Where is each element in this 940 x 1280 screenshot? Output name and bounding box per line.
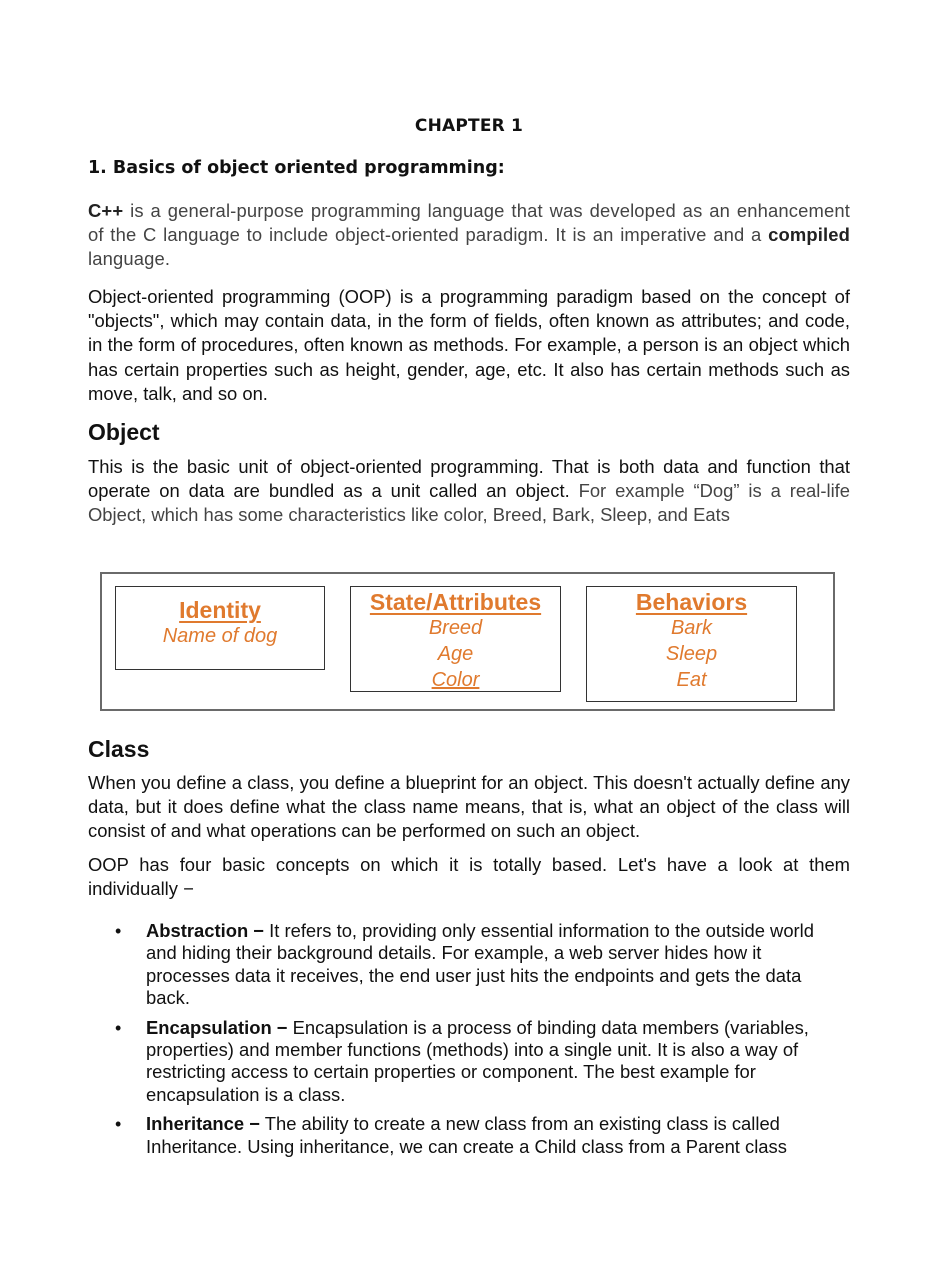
bullet-term: Inheritance −	[146, 1113, 260, 1135]
object-heading: Object	[88, 419, 160, 445]
identity-line: Name of dog	[162, 625, 278, 647]
bullet-icon: •	[115, 921, 122, 941]
behaviors-line: Eat	[676, 669, 707, 691]
list-item	[88, 1017, 846, 1106]
bullet-term: Encapsulation −	[146, 1016, 288, 1038]
behaviors-line: Sleep	[665, 643, 718, 665]
list-item	[88, 920, 846, 1009]
object-diagram	[100, 572, 835, 711]
intro-text-2: language.	[88, 248, 171, 270]
identity-title: Identity	[179, 597, 261, 623]
object-paragraph	[88, 455, 850, 528]
concepts-list	[88, 920, 850, 1165]
list-item	[88, 1113, 846, 1158]
identity-box	[115, 586, 325, 670]
concepts-intro: OOP has four basic concepts on which it is totally based. Let's have a look at them individually −	[88, 854, 850, 900]
behaviors-line: Bark	[670, 617, 713, 639]
object-paragraph-b: For example “Dog” is a real-life Object, which has some characteristics like color, Breed, Bark, Sleep, and Eats	[88, 480, 850, 526]
intro-text-1: is a general-purpose programming language that was developed as an enhancement of the C language to include object-oriented paradigm. It is an imperative and a	[88, 200, 850, 246]
state-line: Color	[431, 669, 480, 691]
object-paragraph-a: This is the basic unit of object-oriented programming. That is both data and function that operate on data are bundled as a unit called an object.	[88, 456, 850, 502]
bullet-icon: •	[115, 1017, 122, 1038]
state-box	[350, 586, 561, 692]
state-line: Breed	[428, 617, 483, 639]
chapter-title: CHAPTER 1	[414, 116, 524, 136]
section-heading: 1. Basics of object oriented programming:	[88, 158, 505, 178]
behaviors-box	[586, 586, 797, 702]
state-line: Age	[437, 643, 474, 665]
class-paragraph: When you define a class, you define a blueprint for an object. This doesn't actually define any data, but it does define what the class name means, that is, what an object of the class will consist of and what operations can be performed on such an object.	[88, 772, 850, 842]
behaviors-title: Behaviors	[635, 589, 748, 615]
bullet-text: The ability to create a new class from an existing class is called Inheritance. Using inheritance, we can create a Child class from a Parent class	[146, 1113, 787, 1157]
bullet-text: Encapsulation is a process of binding data members (variables, properties) and member functions (methods) into a single unit. It is also a way of restricting access to certain properties or component. The best example for encapsulation is a class.	[146, 1016, 809, 1105]
bullet-text: It refers to, providing only essential information to the outside world and hiding their background details. For example, a web server hides how it processes data it receives, the end user just hits the endpoints and gets the data back.	[146, 920, 814, 1008]
intro-bold: compiled	[768, 224, 850, 246]
intro-paragraph	[88, 199, 850, 272]
bullet-icon: •	[115, 1114, 122, 1135]
state-title: State/Attributes	[369, 589, 542, 615]
oop-paragraph: Object-oriented programming (OOP) is a programming paradigm based on the concept of "objects", which may contain data, in the form of fields, often known as attributes; and code, in the form of procedures, often known as methods. For example, a person is an object which has certain properties such as height, gender, age, etc. It also has certain methods such as move, talk, and so on.	[88, 286, 850, 404]
intro-lead: C++	[88, 200, 124, 221]
bullet-term: Abstraction −	[146, 920, 265, 941]
class-heading: Class	[88, 736, 150, 762]
